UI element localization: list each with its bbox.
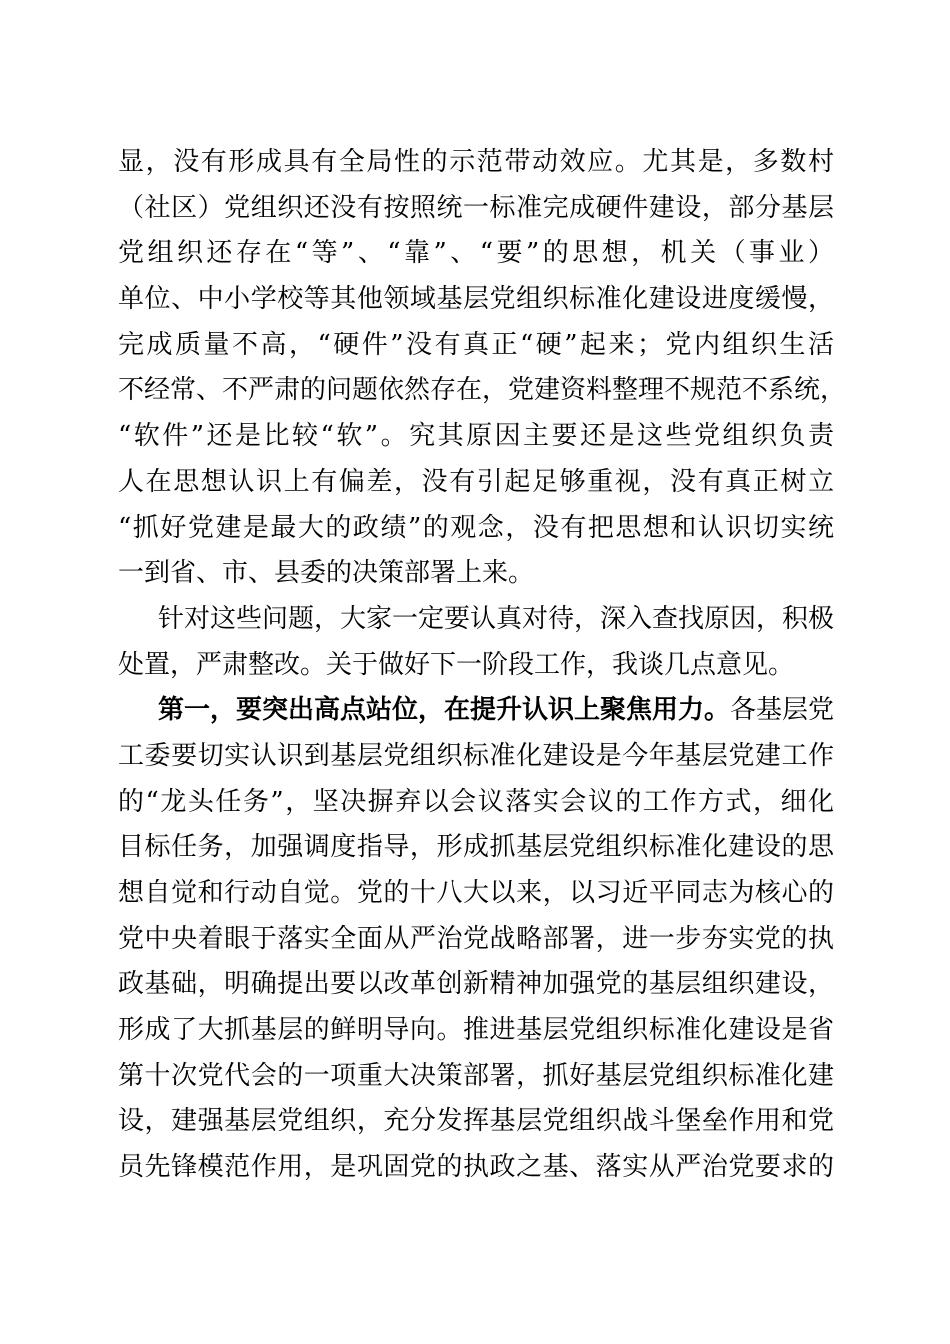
text-line: 设，建强基层党组织，充分发挥基层党组织战斗堡垒作用和党 <box>118 1106 834 1137</box>
text-line: 显，没有形成具有全局性的示范带动效应。尤其是，多数村 <box>118 147 834 177</box>
text-line: 单位、中小学校等其他领域基层党组织标准化建设进度缓慢， <box>118 284 834 315</box>
text-line: 员先锋模范作用，是巩固党的执政之基、落实从严治党要求的 <box>118 1152 834 1183</box>
document-page <box>118 140 847 1191</box>
point-heading: 第一，要突出高点站位，在提升认识上聚焦用力。 <box>158 695 731 726</box>
text-line: 一到省、市、县委的决策部署上来。 <box>118 558 535 589</box>
text-line: 处置，严肃整改。关于做好下一阶段工作，我谈几点意见。 <box>118 649 795 680</box>
text-line: 党组织还存在“等”、“靠”、“要”的思想，机关（事业） <box>118 238 834 269</box>
text-line: 的“龙头任务”，坚决摒弃以会议落实会议的工作方式，细化 <box>118 786 834 817</box>
text-line: 工委要切实认识到基层党组织标准化建设是今年基层党建工作 <box>118 740 834 771</box>
text-line: 目标任务，加强调度指导，形成抓基层党组织标准化建设的思 <box>118 832 834 863</box>
paragraph-response <box>118 597 834 688</box>
point-heading-continuation: 各基层党 <box>730 695 835 726</box>
text-line: 针对这些问题，大家一定要认真对待，深入查找原因，积极 <box>158 603 835 634</box>
text-line: 政基础，明确提出要以改革创新精神加强党的基层组织建设， <box>118 969 834 1000</box>
paragraph-problems <box>118 140 847 597</box>
text-line: （社区）党组织还没有按照统一标准完成硬件建设，部分基层 <box>118 192 834 223</box>
text-line: 第十次党代会的一项重大决策部署，抓好基层党组织标准化建 <box>118 1060 834 1091</box>
text-line: “软件”还是比较“软”。究其原因主要还是这些党组织负责 <box>118 421 834 452</box>
text-line: 党中央着眼于落实全面从严治党战略部署，进一步夯实党的执 <box>118 923 834 954</box>
text-line: “抓好党建是最大的政绩”的观念，没有把思想和认识切实统 <box>118 512 834 543</box>
text-line: 形成了大抓基层的鲜明导向。推进基层党组织标准化建设是省 <box>118 1015 834 1046</box>
text-line: 完成质量不高，“硬件”没有真正“硬”起来；党内组织生活 <box>118 329 834 360</box>
text-line <box>118 688 834 734</box>
text-line: 人在思想认识上有偏差，没有引起足够重视，没有真正树立 <box>118 466 834 497</box>
text-line: 想自觉和行动自觉。党的十八大以来，以习近平同志为核心的 <box>118 878 834 908</box>
text-line: 不经常、不严肃的问题依然存在，党建资料整理不规范不系统， <box>118 375 847 406</box>
paragraph-first-point <box>118 688 834 1191</box>
